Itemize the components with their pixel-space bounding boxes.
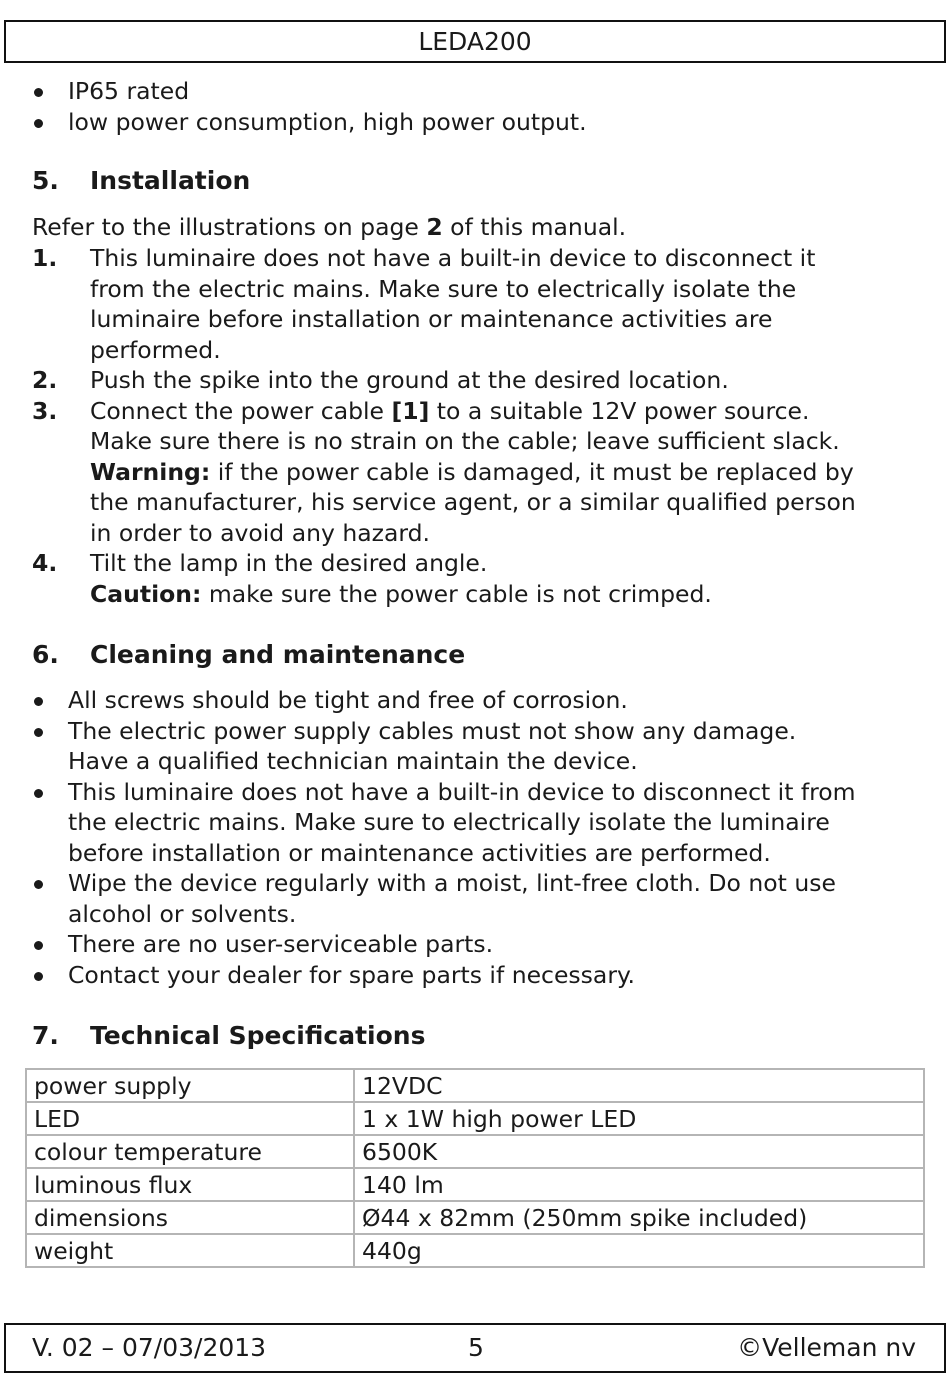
spec-value: 440g	[354, 1234, 924, 1267]
page-reference: 2	[426, 213, 443, 241]
warning-label: Warning:	[90, 457, 211, 486]
cleaning-list	[32, 685, 922, 990]
page-number: 5	[468, 1333, 484, 1362]
list-item: All screws should be tight and free of corrosion.	[32, 685, 922, 716]
page-footer	[4, 1323, 946, 1373]
step-number: 4.	[32, 549, 58, 577]
step-number: 3.	[32, 396, 58, 425]
spec-key: dimensions	[26, 1201, 354, 1234]
section-title: Cleaning and maintenance	[90, 640, 466, 669]
section-title: Technical Specifications	[90, 1021, 426, 1050]
list-item: IP65 rated	[32, 76, 932, 107]
step-1: 1. This luminaire does not have a built-in device to disconnect it from the electric mains. Make sure to electrically isolate the luminaire before installation or maintenance activities are performed.	[32, 244, 816, 364]
section-number: 7.	[32, 1021, 59, 1050]
table-row	[26, 1135, 924, 1168]
document-title: LEDA200	[418, 27, 532, 56]
spec-key: luminous flux	[26, 1168, 354, 1201]
spec-key: power supply	[26, 1069, 354, 1102]
version-label: V. 02 – 07/03/2013	[32, 1333, 267, 1362]
specifications-table	[25, 1068, 925, 1268]
section-heading-installation	[32, 166, 250, 197]
section-heading-cleaning	[32, 640, 465, 671]
spec-key: colour temperature	[26, 1135, 354, 1168]
cable-reference: [1]	[391, 396, 430, 425]
list-item: This luminaire does not have a built-in device to disconnect it from the electric mains. Make sure to electrically isolate the luminaire before installation or maintenance activities are performed.	[32, 777, 922, 869]
step-number: 2.	[32, 366, 58, 394]
spec-value: 12VDC	[354, 1069, 924, 1102]
caution-label: Caution:	[90, 579, 202, 608]
list-item: Contact your dealer for spare parts if necessary.	[32, 960, 922, 991]
step-3: 3. Connect the power cable [1] to a suitable 12V power source. Make sure there is no strain on the cable; leave sufficient slack. Warning: if the power cable is damaged, it must be replaced by the manufacturer, his service agent, or a similar qualified person in order to avoid any hazard.	[32, 396, 856, 547]
section-heading-specs	[32, 1021, 425, 1052]
list-item: Wipe the device regularly with a moist, lint-free cloth. Do not use alcohol or solvents.	[32, 868, 922, 929]
step-2: 2. Push the spike into the ground at the desired location.	[32, 366, 729, 394]
page-header	[4, 20, 946, 63]
spec-value: Ø44 x 82mm (250mm spike included)	[354, 1201, 924, 1234]
list-item: The electric power supply cables must not show any damage. Have a qualified technician maintain the device.	[32, 716, 922, 777]
copyright-label: ©Velleman nv	[737, 1333, 916, 1362]
spec-value: 1 x 1W high power LED	[354, 1102, 924, 1135]
table-row	[26, 1201, 924, 1234]
installation-steps	[32, 243, 922, 609]
feature-list	[32, 76, 932, 137]
section-title: Installation	[90, 166, 251, 195]
spec-key: LED	[26, 1102, 354, 1135]
section-number: 5.	[32, 166, 59, 195]
step-number: 1.	[32, 244, 58, 272]
table-row	[26, 1102, 924, 1135]
table-row	[26, 1168, 924, 1201]
table-row	[26, 1069, 924, 1102]
spec-value: 6500K	[354, 1135, 924, 1168]
step-4: 4. Tilt the lamp in the desired angle. Caution: make sure the power cable is not crimped.	[32, 549, 712, 608]
installation-intro: Refer to the illustrations on page 2 of this manual.	[32, 213, 627, 241]
section-number: 6.	[32, 640, 59, 669]
table-row	[26, 1234, 924, 1267]
list-item: low power consumption, high power output.	[32, 107, 932, 138]
spec-key: weight	[26, 1234, 354, 1267]
list-item: There are no user-serviceable parts.	[32, 929, 922, 960]
spec-value: 140 lm	[354, 1168, 924, 1201]
